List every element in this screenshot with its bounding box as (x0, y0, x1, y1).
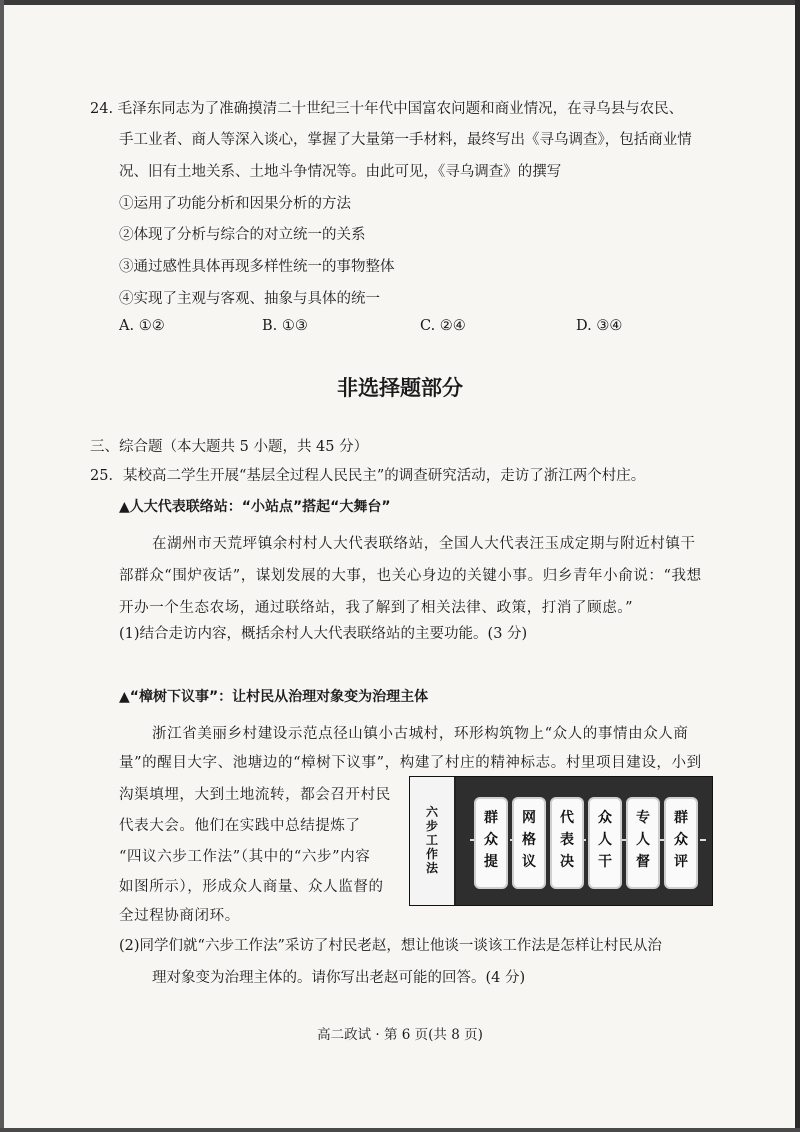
step-6: 群众评 (674, 810, 688, 870)
q24-statement-2: ②体现了分析与综合的对立统一的关系 (119, 227, 366, 243)
q24-statement-4: ④实现了主观与客观、抽象与具体的统一 (119, 291, 380, 307)
section-title: 非选择题部分 (337, 376, 463, 400)
part-heading: 三、综合题（本大题共 5 小题，共 45 分） (90, 439, 369, 455)
q25-part2-line-6: 如图所示），形成众人商量、众人监督的 (119, 879, 384, 895)
step-5: 专人督 (636, 810, 650, 870)
q24-option-c: C. ②④ (420, 318, 466, 334)
q25-sub-question-2-line-1: (2)同学们就“六步工作法”采访了村民老赵，想让他谈一谈该工作法是怎样让村民从治 (119, 938, 662, 954)
q25-intro: 25．某校高二学生开展“基层全过程人民民主”的调查研究活动，走访了浙江两个村庄。 (90, 468, 646, 484)
diagram-label-box (410, 777, 456, 905)
step-box-5 (626, 797, 660, 889)
q25-sub-question-1: (1)结合走访内容，概括余村人大代表联络站的主要功能。(3 分) (119, 626, 528, 642)
q25-part2-line-1: 浙江省美丽乡村建设示范点径山镇小古城村，环形构筑物上“众人的事情由众人商 (152, 726, 689, 742)
scan-border-bottom (0, 1128, 800, 1132)
q24-line-2: 手工业者、商人等深入谈心，掌握了大量第一手材料，最终写出《寻乌调查》，包括商业情 (119, 132, 692, 148)
six-step-diagram (409, 776, 713, 906)
step-box-3 (550, 797, 584, 889)
q25-part1-line-2: 部群众“围炉夜话”，谋划发展的大事，也关心身边的关键小事。归乡青年小俞说：“我想 (119, 568, 702, 584)
q24-line-3: 况、旧有土地关系、土地斗争情况等。由此可见，《寻乌调查》的撰写 (119, 164, 562, 180)
q25-part1-heading: ▲人大代表联络站：“小站点”搭起“大舞台” (119, 499, 391, 515)
q24-line-1: 24. 毛泽东同志为了准确摸清二十世纪三十年代中国富农问题和商业情况，在寻乌县与农民、 (90, 101, 684, 117)
scan-border-top (0, 0, 800, 5)
scan-border-right (795, 0, 800, 1132)
step-3: 代表决 (560, 810, 574, 870)
diagram-label: 六步工作法 (425, 805, 438, 875)
q24-option-b: B. ①③ (262, 318, 308, 334)
step-2: 网格议 (522, 810, 536, 870)
q25-sub-question-2-line-2: 理对象变为治理主体的。请你写出老赵可能的回答。(4 分) (152, 970, 526, 986)
q24-option-d: D. ③④ (576, 318, 623, 334)
q24-option-a: A. ①② (119, 318, 165, 334)
q24-statement-1: ①运用了功能分析和因果分析的方法 (119, 196, 351, 212)
q24-statement-3: ③通过感性具体再现多样性统一的事物整体 (119, 259, 395, 275)
q25-part2-line-5: “四议六步工作法”（其中的“六步”内容 (119, 849, 371, 865)
q25-part2-line-2: 量”的醒目大字、池塘边的“樟树下议事”，构建了村庄的精神标志。村里项目建设，小到 (119, 755, 702, 771)
step-box-4 (588, 797, 622, 889)
step-1: 群众提 (484, 810, 498, 870)
q25-part2-line-3: 沟渠填埋，大到土地流转，都会召开村民 (119, 787, 391, 803)
step-box-2 (512, 797, 546, 889)
q25-part2-heading: ▲“樟树下议事”：让村民从治理对象变为治理主体 (119, 689, 429, 705)
step-4: 众人干 (598, 810, 612, 870)
q25-part1-line-3: 开办一个生态农场，通过联络站，我了解到了相关法律、政策，打消了顾虑。” (119, 600, 634, 616)
page-footer: 高二政试 · 第 6 页(共 8 页) (317, 1027, 483, 1043)
q25-part2-line-7: 全过程协商闭环。 (119, 908, 240, 924)
q25-part2-line-4: 代表大会。他们在实践中总结提炼了 (119, 818, 361, 834)
step-box-1 (474, 797, 508, 889)
scan-border-left (0, 0, 4, 1132)
q25-part1-line-1: 在湖州市天荒坪镇余村村人大代表联络站，全国人大代表汪玉成定期与附近村镇干 (152, 536, 696, 552)
step-box-6 (664, 797, 698, 889)
